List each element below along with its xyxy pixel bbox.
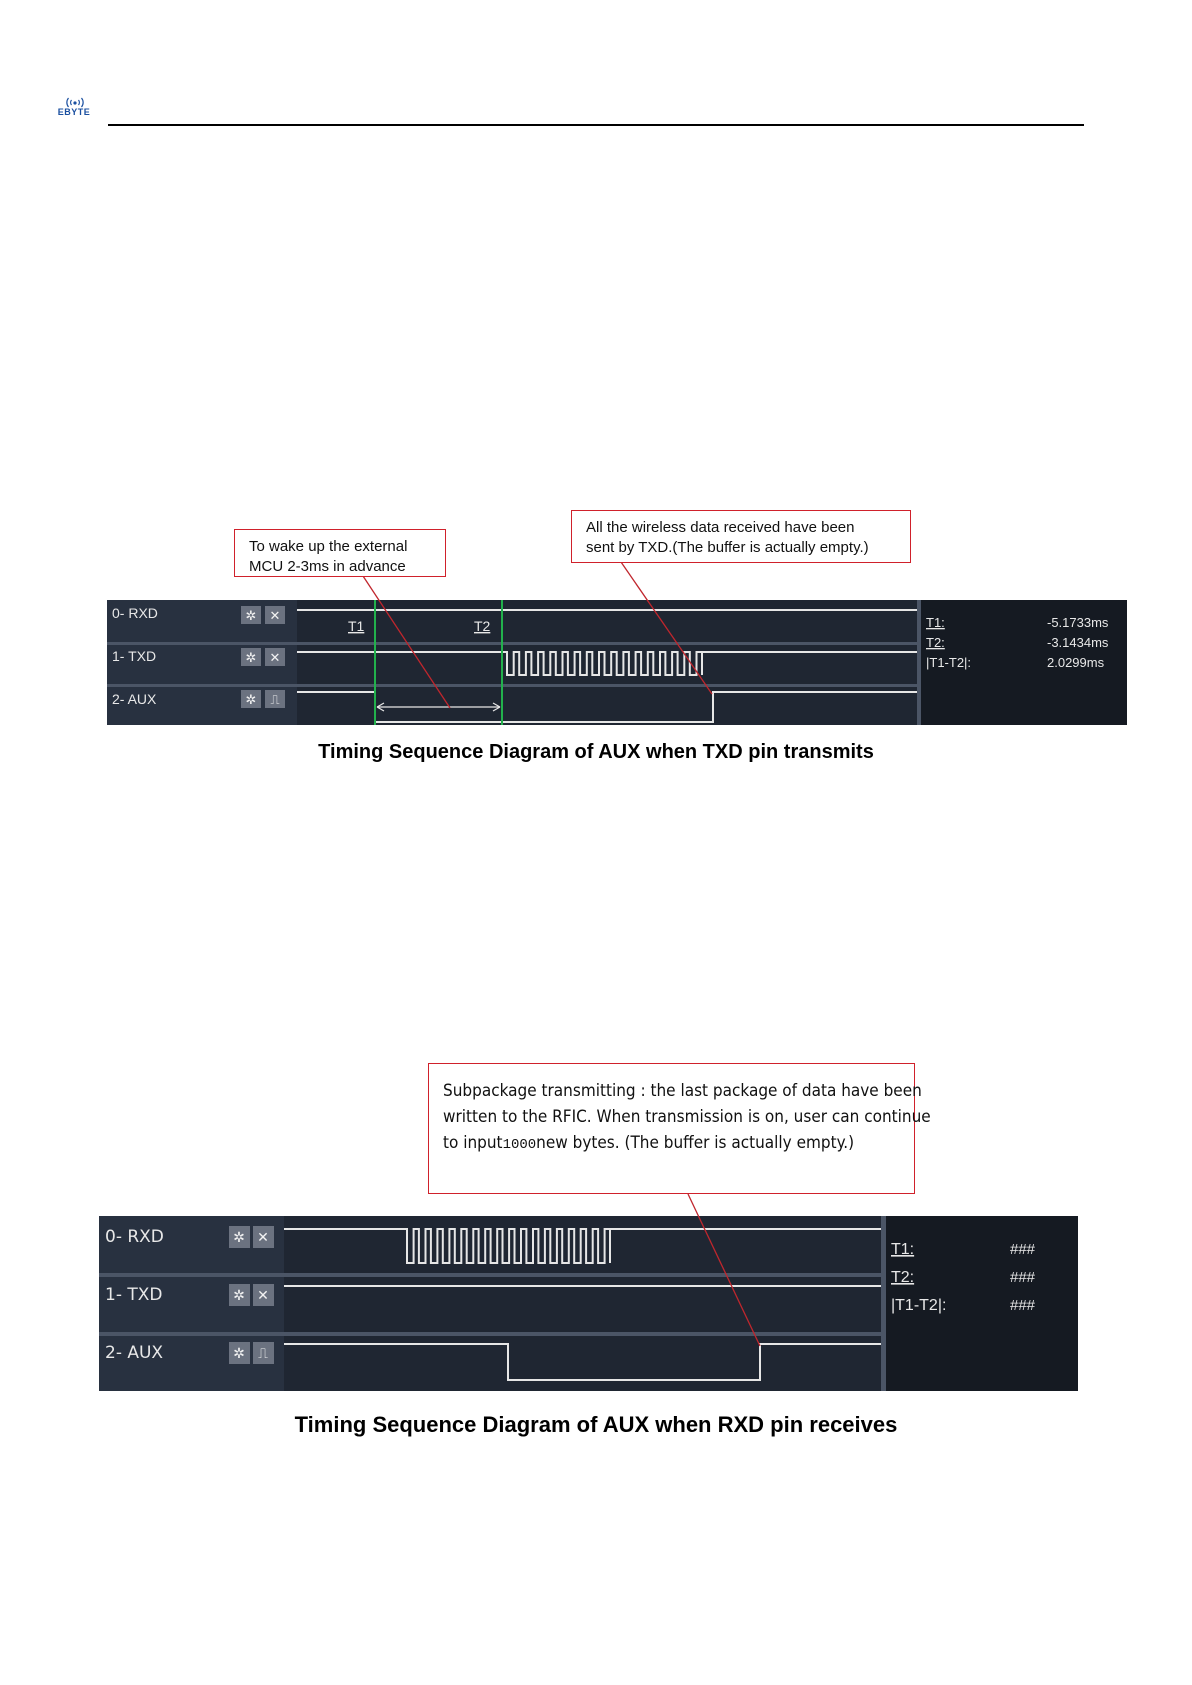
callout-line3-suffix: new bytes. (The buffer is actually empty.) [536,1133,855,1153]
svg-text:✲: ✲ [245,692,257,707]
callout-wakeup-line2: MCU 2-3ms in advance [249,558,406,575]
svg-text:⎍: ⎍ [270,692,280,707]
cursor-t2-label: T2 [474,618,491,634]
channel2-label-txd: 1- TXD [105,1285,163,1305]
channel-label-aux: 2- AUX [112,691,157,707]
svg-text:✲: ✲ [245,608,257,623]
measure2-t2-value: ### [1010,1269,1036,1286]
measure-t2-label: T2: [926,635,945,650]
svg-text:✕: ✕ [257,1229,269,1245]
cursor-t1-label: T1 [348,618,365,634]
svg-text:✲: ✲ [233,1229,245,1245]
measure2-t1-value: ### [1010,1241,1036,1258]
svg-text:✲: ✲ [233,1345,245,1361]
svg-text:⎍: ⎍ [258,1345,268,1361]
measure-diff-value: 2.0299ms [1047,655,1105,670]
logo-text: EBYTE [57,107,91,117]
measure2-diff-value: ### [1010,1297,1036,1314]
callout-line3-number: 1000 [502,1137,537,1153]
caption-rxd: Timing Sequence Diagram of AUX when RXD pin receives [294,1412,898,1437]
callout-subpackage-line3 [443,1130,900,1158]
callout-subpackage-line1: Subpackage transmitting : the last package of data have been [443,1081,922,1101]
callout-subpackage [428,1063,931,1194]
svg-text:✕: ✕ [269,650,281,665]
svg-text:✕: ✕ [269,608,281,623]
callout-buffer-line2: sent by TXD.(The buffer is actually empty.) [586,539,869,556]
callout-buffer-empty [571,510,911,563]
channel2-label-rxd: 0- RXD [105,1227,164,1247]
channel-label-txd: 1- TXD [112,648,157,664]
measure2-t2-label: T2: [891,1269,915,1286]
measure2-t1-label: T1: [891,1241,915,1258]
svg-text:✕: ✕ [257,1287,269,1303]
callout-buffer-line1: All the wireless data received have been [586,519,855,536]
caption-txd: Timing Sequence Diagram of AUX when TXD pin transmits [318,741,874,763]
measure-t2-value: -3.1434ms [1047,635,1109,650]
callout-leaders-1 [0,0,1192,760]
callout-line3-prefix: to input [443,1133,503,1153]
measure-t1-label: T1: [926,615,945,630]
channel-label-rxd: 0- RXD [112,605,158,621]
callout-wakeup-line1: To wake up the external [249,538,408,555]
callout-wakeup [234,529,446,577]
callout-subpackage-line2: written to the RFIC. When transmission is on, user can continue [443,1107,931,1127]
channel2-label-aux: 2- AUX [105,1343,164,1363]
svg-text:✲: ✲ [245,650,257,665]
measure-t1-value: -5.1733ms [1047,615,1109,630]
measure2-diff-label: |T1-T2|: [891,1297,947,1314]
measure-diff-label: |T1-T2|: [926,655,972,670]
svg-text:✲: ✲ [233,1287,245,1303]
